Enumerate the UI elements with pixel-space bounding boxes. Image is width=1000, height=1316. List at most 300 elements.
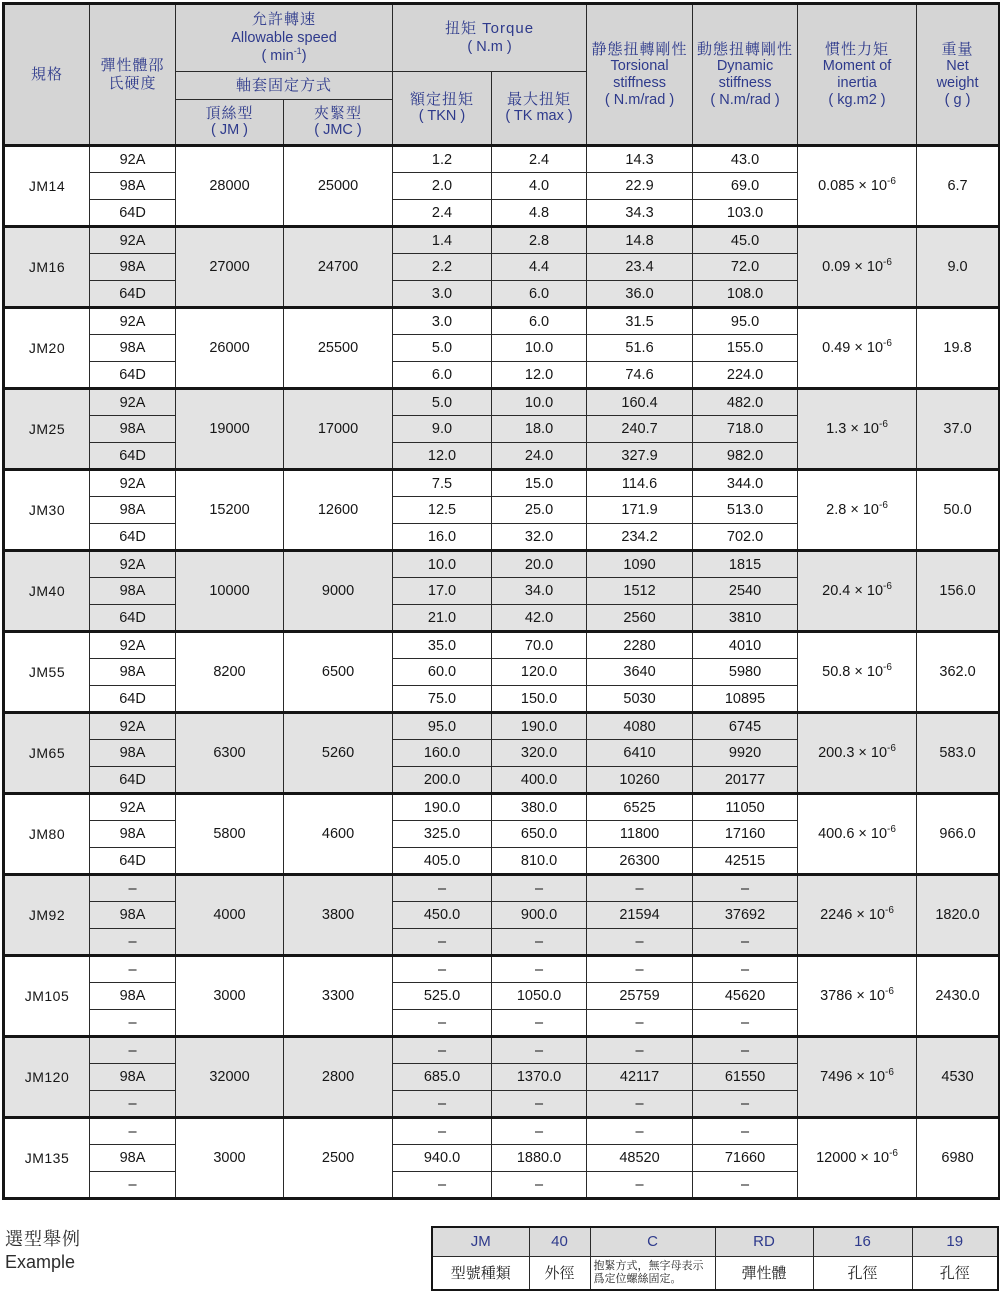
tkmax-line1: 最大扭矩 xyxy=(507,91,572,108)
model-cell: JM65 xyxy=(4,713,90,794)
example-code-cell: RD xyxy=(715,1227,813,1256)
rated-torque-cell: 1.2 xyxy=(393,146,492,173)
hardness-cell: 64D xyxy=(90,200,176,227)
inertia-value: 0.49 × 10 xyxy=(822,340,884,356)
weight-cell: 9.0 xyxy=(917,227,1000,308)
max-torque-cell: – xyxy=(492,929,587,956)
hardness-cell: 98A xyxy=(90,416,176,443)
rated-torque-cell: 17.0 xyxy=(393,578,492,605)
inertia-exponent: -6 xyxy=(878,419,888,431)
inertia-cell xyxy=(798,308,917,389)
dynamic-stiffness-cell: 718.0 xyxy=(693,416,798,443)
spec-row xyxy=(4,551,1000,578)
max-torque-cell: – xyxy=(492,875,587,902)
speed-jmc-cell: 3800 xyxy=(284,875,393,956)
speed-jmc-cell: 5260 xyxy=(284,713,393,794)
rated-torque-cell: – xyxy=(393,929,492,956)
hardness-cell: – xyxy=(90,875,176,902)
header-rated-torque xyxy=(393,72,492,146)
model-cell: JM25 xyxy=(4,389,90,470)
speed-jm-cell: 27000 xyxy=(176,227,284,308)
spec-row xyxy=(4,794,1000,821)
static-stiffness-cell: 114.6 xyxy=(587,470,693,497)
hardness-cell: 98A xyxy=(90,497,176,524)
max-torque-cell: 400.0 xyxy=(492,767,587,794)
max-torque-cell: 12.0 xyxy=(492,362,587,389)
inertia-value: 12000 × 10 xyxy=(816,1150,890,1166)
rated-torque-cell: 525.0 xyxy=(393,983,492,1010)
static-stiffness-cell: 21594 xyxy=(587,902,693,929)
speed-jm-cell: 3000 xyxy=(176,1118,284,1199)
inertia-exponent: -6 xyxy=(883,338,892,350)
speed-jmc-cell: 12600 xyxy=(284,470,393,551)
static-stiffness-cell: 3640 xyxy=(587,659,693,686)
hardness-cell: 64D xyxy=(90,605,176,632)
header-spec: 規格 xyxy=(4,4,90,146)
static-stiffness-cell: 48520 xyxy=(587,1145,693,1172)
static-stiffness-cell: 160.4 xyxy=(587,389,693,416)
example-code-row xyxy=(432,1227,998,1256)
hardness-cell: 64D xyxy=(90,281,176,308)
inertia-value: 1.3 × 10 xyxy=(826,421,879,437)
hardness-cell: 92A xyxy=(90,227,176,254)
rated-torque-cell: 405.0 xyxy=(393,848,492,875)
header-allowable-speed xyxy=(176,4,393,72)
header-max-torque xyxy=(492,72,587,146)
speed-jmc-cell: 3300 xyxy=(284,956,393,1037)
static-stiffness-cell: 4080 xyxy=(587,713,693,740)
rated-torque-cell: 16.0 xyxy=(393,524,492,551)
static-stiffness-cell: 14.8 xyxy=(587,227,693,254)
spec-row xyxy=(4,1037,1000,1064)
max-torque-cell: 32.0 xyxy=(492,524,587,551)
table-body xyxy=(4,146,1000,1199)
header-fixing-method: 軸套固定方式 xyxy=(176,72,393,100)
jmc-line2: ( JMC ) xyxy=(314,122,362,138)
max-torque-cell: 2.4 xyxy=(492,146,587,173)
rated-torque-cell: – xyxy=(393,1091,492,1118)
dynamic-stiffness-cell: 42515 xyxy=(693,848,798,875)
dynamic-stiffness-cell: – xyxy=(693,1037,798,1064)
hardness-cell: 98A xyxy=(90,254,176,281)
inertia-cell xyxy=(798,875,917,956)
inertia-value: 3786 × 10 xyxy=(820,988,886,1004)
weight-cell: 4530 xyxy=(917,1037,1000,1118)
dynamic-stiffness-cell: 37692 xyxy=(693,902,798,929)
hardness-cell: – xyxy=(90,1010,176,1037)
speed-jm-cell: 4000 xyxy=(176,875,284,956)
jm-line2: ( JM ) xyxy=(210,122,249,138)
dynamic-stiffness-cell: 1815 xyxy=(693,551,798,578)
static-stiffness-cell: 2560 xyxy=(587,605,693,632)
hardness-cell: – xyxy=(90,956,176,983)
hardness-cell: 98A xyxy=(90,1064,176,1091)
weight-sub1: Net xyxy=(946,57,969,74)
example-label-cell: 孔徑 xyxy=(912,1256,998,1290)
example-label-row xyxy=(432,1256,998,1290)
static-stiffness-cell: – xyxy=(587,1037,693,1064)
spec-row xyxy=(4,146,1000,173)
model-cell: JM20 xyxy=(4,308,90,389)
speed-jmc-cell: 24700 xyxy=(284,227,393,308)
speed-jm-cell: 5800 xyxy=(176,794,284,875)
hardness-cell: – xyxy=(90,1091,176,1118)
max-torque-cell: 650.0 xyxy=(492,821,587,848)
inertia-cell xyxy=(798,713,917,794)
inertia-exponent: -6 xyxy=(887,824,896,836)
dynamic-stiffness-cell: – xyxy=(693,1118,798,1145)
static-sub1: Torsional xyxy=(610,57,669,74)
dynamic-stiffness-cell: – xyxy=(693,875,798,902)
rated-torque-cell: – xyxy=(393,1037,492,1064)
rated-torque-cell: 21.0 xyxy=(393,605,492,632)
max-torque-cell: – xyxy=(492,1037,587,1064)
static-stiffness-cell: 26300 xyxy=(587,848,693,875)
weight-cell: 156.0 xyxy=(917,551,1000,632)
table-header xyxy=(4,4,1000,146)
dynamic-stiffness-cell: 4010 xyxy=(693,632,798,659)
hardness-cell: 98A xyxy=(90,578,176,605)
weight-cell: 6980 xyxy=(917,1118,1000,1199)
dynamic-stiffness-cell: 2540 xyxy=(693,578,798,605)
example-title-cn: 選型舉例 xyxy=(5,1229,81,1249)
max-torque-cell: 15.0 xyxy=(492,470,587,497)
example-title-en: Example xyxy=(5,1252,76,1272)
rated-torque-cell: 95.0 xyxy=(393,713,492,740)
header-dynamic-stiffness xyxy=(693,4,798,146)
speed-jmc-cell: 25500 xyxy=(284,308,393,389)
dynamic-stiffness-cell: 69.0 xyxy=(693,173,798,200)
static-sub2: stiffness xyxy=(613,74,666,91)
example-code-cell: 16 xyxy=(813,1227,912,1256)
hardness-cell: 92A xyxy=(90,389,176,416)
static-stiffness-cell: 11800 xyxy=(587,821,693,848)
speed-jm-cell: 26000 xyxy=(176,308,284,389)
inertia-cell xyxy=(798,227,917,308)
coupling-spec-table xyxy=(2,2,1000,1200)
weight-sub2: weight xyxy=(936,74,979,91)
rated-torque-cell: 2.4 xyxy=(393,200,492,227)
max-torque-cell: 1880.0 xyxy=(492,1145,587,1172)
hardness-cell: 92A xyxy=(90,713,176,740)
inertia-cell xyxy=(798,632,917,713)
rated-torque-cell: 5.0 xyxy=(393,389,492,416)
dynamic-stiffness-cell: 61550 xyxy=(693,1064,798,1091)
dynamic-stiffness-cell: 482.0 xyxy=(693,389,798,416)
rated-torque-cell: 200.0 xyxy=(393,767,492,794)
dynamic-stiffness-cell: 72.0 xyxy=(693,254,798,281)
static-stiffness-cell: – xyxy=(587,956,693,983)
max-torque-cell: 20.0 xyxy=(492,551,587,578)
hardness-cell: – xyxy=(90,1118,176,1145)
max-torque-cell: 42.0 xyxy=(492,605,587,632)
rated-torque-cell: 3.0 xyxy=(393,308,492,335)
spec-row xyxy=(4,227,1000,254)
hardness-cell: 64D xyxy=(90,848,176,875)
hardness-cell: 98A xyxy=(90,740,176,767)
rated-torque-cell: 7.5 xyxy=(393,470,492,497)
example-label-cell: 外徑 xyxy=(529,1256,590,1290)
inertia-exponent: -6 xyxy=(878,500,888,512)
rated-torque-cell: 325.0 xyxy=(393,821,492,848)
static-stiffness-cell: 6410 xyxy=(587,740,693,767)
max-torque-cell: 25.0 xyxy=(492,497,587,524)
dynamic-stiffness-cell: 103.0 xyxy=(693,200,798,227)
inertia-cell xyxy=(798,956,917,1037)
static-stiffness-cell: 25759 xyxy=(587,983,693,1010)
speed-jmc-cell: 6500 xyxy=(284,632,393,713)
dynamic-stiffness-cell: 45.0 xyxy=(693,227,798,254)
max-torque-cell: 4.4 xyxy=(492,254,587,281)
rated-torque-cell: 12.0 xyxy=(393,443,492,470)
static-stiffness-cell: 36.0 xyxy=(587,281,693,308)
static-stiffness-cell: 234.2 xyxy=(587,524,693,551)
static-stiffness-cell: 327.9 xyxy=(587,443,693,470)
dynamic-stiffness-cell: 45620 xyxy=(693,983,798,1010)
speed-jmc-cell: 17000 xyxy=(284,389,393,470)
dynamic-stiffness-cell: 108.0 xyxy=(693,281,798,308)
dynamic-stiffness-cell: – xyxy=(693,1091,798,1118)
example-label-cell: 孔徑 xyxy=(813,1256,912,1290)
rated-torque-cell: – xyxy=(393,1010,492,1037)
inertia-cell xyxy=(798,1118,917,1199)
hardness-cell: 98A xyxy=(90,902,176,929)
static-stiffness-cell: 23.4 xyxy=(587,254,693,281)
model-cell: JM120 xyxy=(4,1037,90,1118)
inertia-sub2: inertia xyxy=(837,74,877,91)
rated-torque-cell: – xyxy=(393,1118,492,1145)
dynamic-stiffness-cell: 71660 xyxy=(693,1145,798,1172)
tkn-line1: 額定扭矩 xyxy=(410,91,475,108)
speed-title-en: Allowable speed xyxy=(231,30,337,46)
hardness-cell: 64D xyxy=(90,686,176,713)
inertia-exponent: -6 xyxy=(887,743,896,755)
inertia-exponent: -6 xyxy=(887,176,896,188)
inertia-value: 7496 × 10 xyxy=(820,1069,886,1085)
speed-jm-cell: 8200 xyxy=(176,632,284,713)
rated-torque-cell: 685.0 xyxy=(393,1064,492,1091)
inertia-value: 20.4 × 10 xyxy=(822,583,884,599)
dynamic-stiffness-cell: 6745 xyxy=(693,713,798,740)
rated-torque-cell: 35.0 xyxy=(393,632,492,659)
weight-cell: 19.8 xyxy=(917,308,1000,389)
weight-cell: 2430.0 xyxy=(917,956,1000,1037)
max-torque-cell: 10.0 xyxy=(492,335,587,362)
max-torque-cell: 810.0 xyxy=(492,848,587,875)
weight-cell: 362.0 xyxy=(917,632,1000,713)
weight-cell: 1820.0 xyxy=(917,875,1000,956)
weight-cell: 583.0 xyxy=(917,713,1000,794)
example-code-cell: JM xyxy=(432,1227,529,1256)
jm-line1: 頂絲型 xyxy=(205,105,254,122)
hardness-cell: 92A xyxy=(90,794,176,821)
max-torque-cell: 900.0 xyxy=(492,902,587,929)
weight-cell: 37.0 xyxy=(917,389,1000,470)
speed-title-cn: 允許轉速 xyxy=(252,11,317,28)
dynamic-stiffness-cell: 17160 xyxy=(693,821,798,848)
max-torque-cell: 18.0 xyxy=(492,416,587,443)
header-clamp-type xyxy=(284,100,393,146)
static-stiffness-cell: – xyxy=(587,929,693,956)
header-hardness: 彈性體邵氏硬度 xyxy=(90,4,176,146)
example-section xyxy=(0,1220,1000,1310)
header-setscrew-type xyxy=(176,100,284,146)
header-inertia xyxy=(798,4,917,146)
dynamic-stiffness-cell: 43.0 xyxy=(693,146,798,173)
dynamic-stiffness-cell: 3810 xyxy=(693,605,798,632)
static-stiffness-cell: 240.7 xyxy=(587,416,693,443)
inertia-exponent: -6 xyxy=(885,1067,894,1079)
dynamic-stiffness-cell: 224.0 xyxy=(693,362,798,389)
static-stiffness-cell: 14.3 xyxy=(587,146,693,173)
inertia-exponent: -6 xyxy=(889,1148,898,1160)
hardness-cell: 92A xyxy=(90,308,176,335)
spec-row xyxy=(4,956,1000,983)
model-cell: JM105 xyxy=(4,956,90,1037)
max-torque-cell: 34.0 xyxy=(492,578,587,605)
rated-torque-cell: – xyxy=(393,875,492,902)
inertia-cell xyxy=(798,794,917,875)
dynamic-stiffness-cell: 20177 xyxy=(693,767,798,794)
max-torque-cell: 2.8 xyxy=(492,227,587,254)
static-stiffness-cell: 22.9 xyxy=(587,173,693,200)
max-torque-cell: – xyxy=(492,1010,587,1037)
inertia-value: 400.6 × 10 xyxy=(818,826,888,842)
example-code-cell: 40 xyxy=(529,1227,590,1256)
static-stiffness-cell: – xyxy=(587,1010,693,1037)
inertia-cell xyxy=(798,389,917,470)
hardness-cell: 64D xyxy=(90,767,176,794)
inertia-value: 0.09 × 10 xyxy=(822,259,884,275)
hardness-cell: 64D xyxy=(90,524,176,551)
static-stiffness-cell: – xyxy=(587,1118,693,1145)
static-stiffness-cell: 34.3 xyxy=(587,200,693,227)
model-cell: JM80 xyxy=(4,794,90,875)
spec-row xyxy=(4,875,1000,902)
hardness-cell: 98A xyxy=(90,983,176,1010)
model-cell: JM30 xyxy=(4,470,90,551)
max-torque-cell: 4.0 xyxy=(492,173,587,200)
hardness-cell: 92A xyxy=(90,632,176,659)
max-torque-cell: 120.0 xyxy=(492,659,587,686)
dynamic-stiffness-cell: – xyxy=(693,1010,798,1037)
weight-unit: ( g ) xyxy=(944,91,971,108)
dynamic-stiffness-cell: 10895 xyxy=(693,686,798,713)
static-stiffness-cell: – xyxy=(587,875,693,902)
hardness-cell: 98A xyxy=(90,173,176,200)
inertia-exponent: -6 xyxy=(885,905,894,917)
speed-jm-cell: 3000 xyxy=(176,956,284,1037)
rated-torque-cell: 10.0 xyxy=(393,551,492,578)
jmc-line1: 夾緊型 xyxy=(314,105,363,122)
header-weight xyxy=(917,4,1000,146)
inertia-value: 200.3 × 10 xyxy=(818,745,888,761)
speed-jmc-cell: 2500 xyxy=(284,1118,393,1199)
spec-row xyxy=(4,389,1000,416)
max-torque-cell: 10.0 xyxy=(492,389,587,416)
max-torque-cell: 150.0 xyxy=(492,686,587,713)
weight-cell: 966.0 xyxy=(917,794,1000,875)
rated-torque-cell: 1.4 xyxy=(393,227,492,254)
hardness-cell: 64D xyxy=(90,443,176,470)
dynamic-sub1: Dynamic xyxy=(716,57,774,74)
spec-row xyxy=(4,632,1000,659)
inertia-cell xyxy=(798,551,917,632)
speed-jm-cell: 32000 xyxy=(176,1037,284,1118)
static-stiffness-cell: 5030 xyxy=(587,686,693,713)
hardness-cell: 92A xyxy=(90,146,176,173)
hardness-cell: – xyxy=(90,929,176,956)
header-torque xyxy=(393,4,587,72)
static-stiffness-cell: 51.6 xyxy=(587,335,693,362)
inertia-cell xyxy=(798,146,917,227)
max-torque-cell: 6.0 xyxy=(492,281,587,308)
hardness-cell: – xyxy=(90,1172,176,1199)
spec-row xyxy=(4,308,1000,335)
inertia-value: 0.085 × 10 xyxy=(818,178,888,194)
rated-torque-cell: 940.0 xyxy=(393,1145,492,1172)
max-torque-cell: – xyxy=(492,956,587,983)
speed-unit: ( $\min^{-1}$) xyxy=(261,46,307,64)
static-unit: ( N.m/rad ) xyxy=(604,91,675,108)
max-torque-cell: 190.0 xyxy=(492,713,587,740)
speed-jmc-cell: 2800 xyxy=(284,1037,393,1118)
static-title-cn: 静態扭轉剛性 xyxy=(591,40,688,58)
speed-jmc-cell: 4600 xyxy=(284,794,393,875)
inertia-exponent: -6 xyxy=(885,986,894,998)
example-section-title xyxy=(5,1228,81,1274)
max-torque-cell: – xyxy=(492,1172,587,1199)
dynamic-title-cn: 動態扭轉剛性 xyxy=(697,40,794,58)
dynamic-stiffness-cell: 11050 xyxy=(693,794,798,821)
rated-torque-cell: 2.0 xyxy=(393,173,492,200)
rated-torque-cell: 9.0 xyxy=(393,416,492,443)
static-stiffness-cell: 6525 xyxy=(587,794,693,821)
speed-jmc-cell: 9000 xyxy=(284,551,393,632)
example-label-cell: 抱緊方式，無字母表示爲定位螺絲固定。 xyxy=(590,1256,715,1290)
static-stiffness-cell: 42117 xyxy=(587,1064,693,1091)
hardness-cell: – xyxy=(90,1037,176,1064)
inertia-value: 2246 × 10 xyxy=(820,907,886,923)
inertia-value: 50.8 × 10 xyxy=(822,664,884,680)
hardness-cell: 98A xyxy=(90,335,176,362)
inertia-value: 2.8 × 10 xyxy=(826,502,879,518)
dynamic-stiffness-cell: 982.0 xyxy=(693,443,798,470)
dynamic-stiffness-cell: – xyxy=(693,929,798,956)
rated-torque-cell: 12.5 xyxy=(393,497,492,524)
rated-torque-cell: 5.0 xyxy=(393,335,492,362)
speed-jm-cell: 6300 xyxy=(176,713,284,794)
weight-title-cn: 重量 xyxy=(941,40,974,58)
model-cell: JM14 xyxy=(4,146,90,227)
rated-torque-cell: 190.0 xyxy=(393,794,492,821)
inertia-exponent: -6 xyxy=(883,581,892,593)
weight-cell: 50.0 xyxy=(917,470,1000,551)
dynamic-stiffness-cell: – xyxy=(693,956,798,983)
max-torque-cell: 1050.0 xyxy=(492,983,587,1010)
rated-torque-cell: 2.2 xyxy=(393,254,492,281)
inertia-unit: ( kg.m2 ) xyxy=(828,91,886,108)
inertia-cell xyxy=(798,470,917,551)
example-code-cell: 19 xyxy=(912,1227,998,1256)
hardness-cell: 92A xyxy=(90,551,176,578)
static-stiffness-cell: 1512 xyxy=(587,578,693,605)
speed-jm-cell: 19000 xyxy=(176,389,284,470)
tkmax-line2: ( TK max ) xyxy=(505,108,573,124)
speed-jm-cell: 10000 xyxy=(176,551,284,632)
speed-jm-cell: 15200 xyxy=(176,470,284,551)
max-torque-cell: – xyxy=(492,1118,587,1145)
